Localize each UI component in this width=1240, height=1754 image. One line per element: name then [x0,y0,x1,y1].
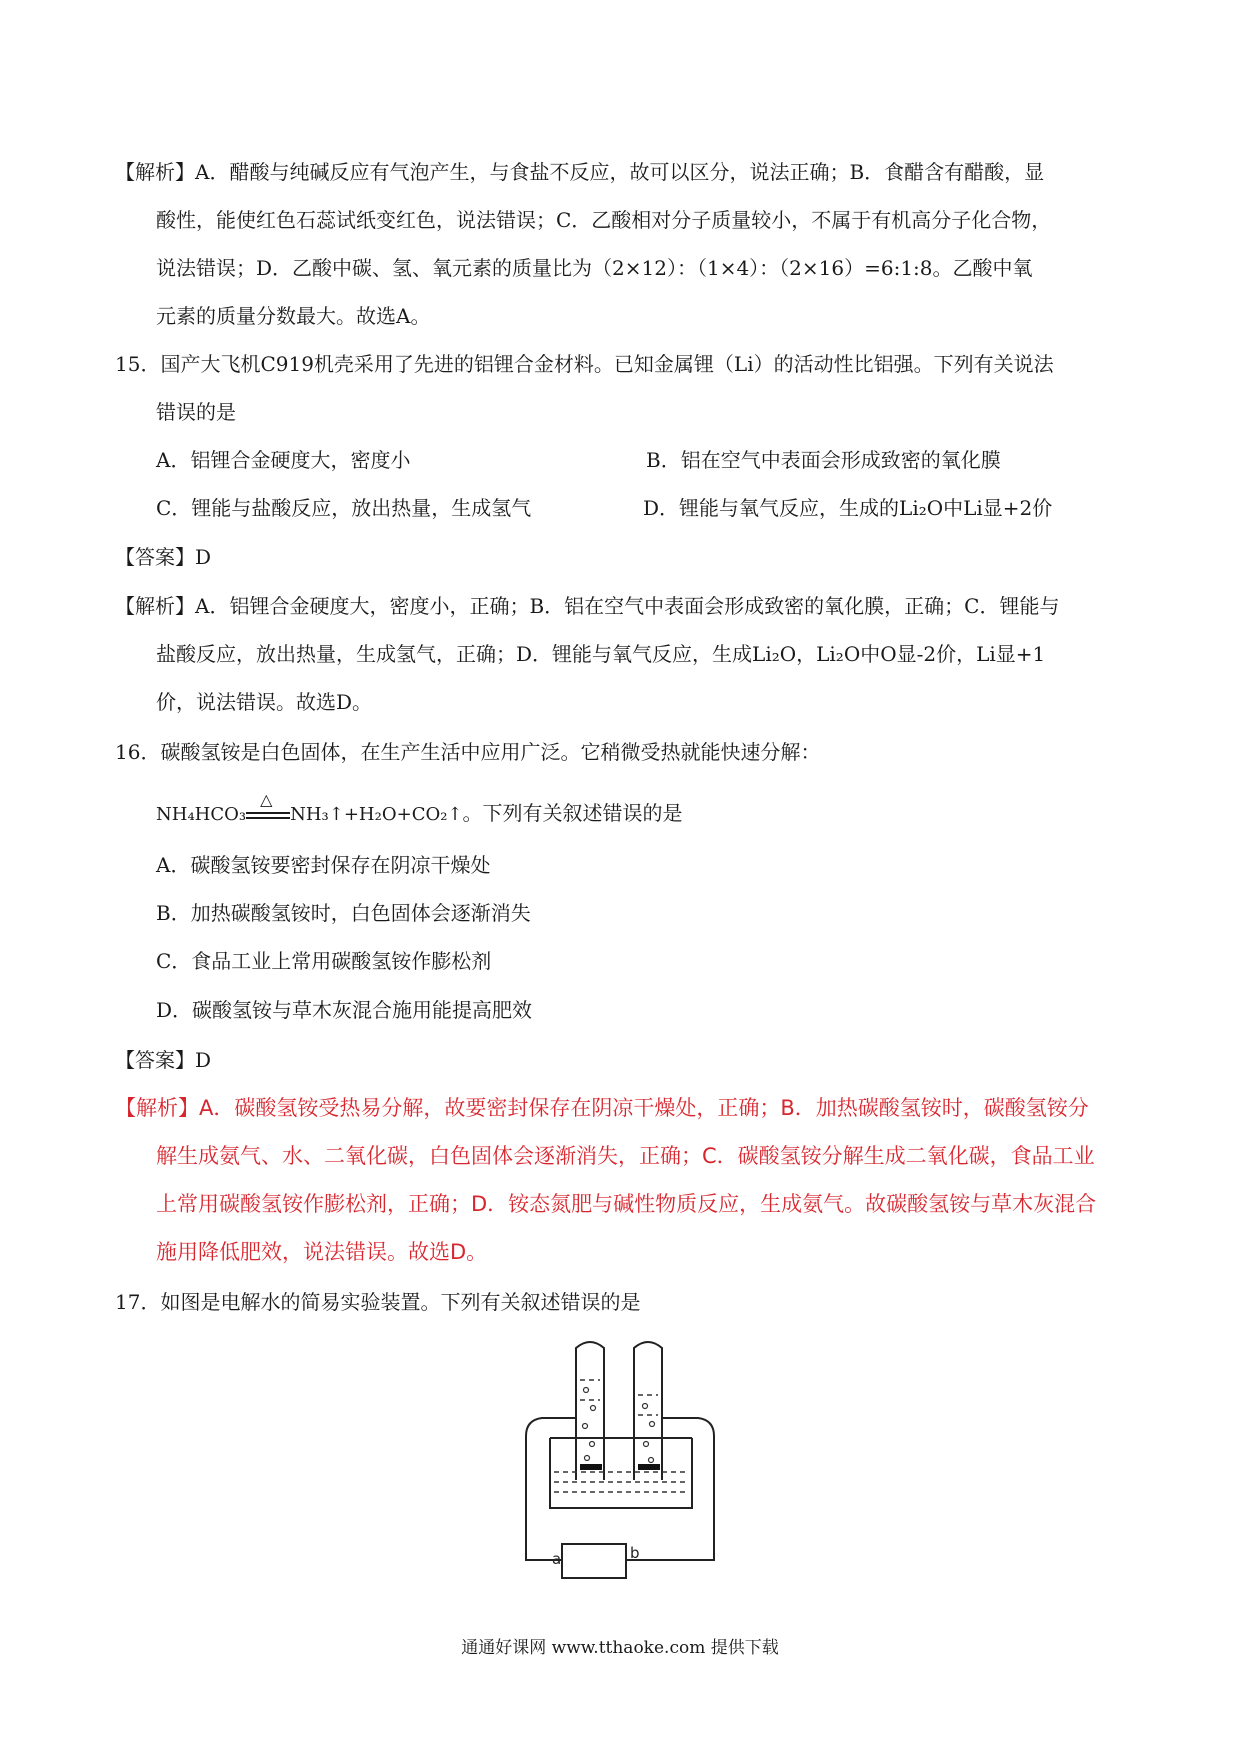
q14-analysis-line-3: 说法错误；D．乙酸中碳、氢、氧元素的质量比为（2×12）：（1×4）：（2×16）=6:1:8。乙酸中氧 [156,256,1033,280]
electrolysis-apparatus-diagram [520,1340,720,1600]
left-electrode [580,1464,602,1470]
beaker [550,1438,692,1508]
q15-option-a: A．铝锂合金硬度大，密度小 [156,448,411,472]
q17-stem: 17．如图是电解水的简易实验装置。下列有关叙述错误的是 [115,1290,641,1314]
q15-analysis-line-1: 【解析】A．铝锂合金硬度大，密度小，正确；B．铝在空气中表面会形成致密的氧化膜，正确；C．锂能与 [115,594,1060,618]
q16-option-c: C．食品工业上常用碳酸氢铵作膨松剂 [156,949,492,973]
q16-analysis-line-1: 【解析】A．碳酸氢铵受热易分解，故要密封保存在阴凉干燥处，正确；B．加热碳酸氢铵时，碳酸氢铵分 [115,1096,1089,1120]
q15-option-b: B．铝在空气中表面会形成致密的氧化膜 [646,448,1001,472]
wire-b [662,1418,714,1560]
q16-option-d: D．碳酸氢铵与草木灰混合施用能提高肥效 [156,998,533,1022]
terminal-label-b: b [630,1544,640,1562]
page-footer: 通通好课网 www.tthaoke.com 提供下载 [461,1638,779,1658]
q15-analysis-line-2: 盐酸反应，放出热量，生成氢气，正确；D．锂能与氧气反应，生成Li₂O，Li₂O中O显-2价，Li显+1 [156,642,1046,666]
left-test-tube [576,1342,604,1480]
q14-analysis-line-1: 【解析】A．醋酸与纯碱反应有气泡产生，与食盐不反应，故可以区分，说法正确；B．食醋含有醋酸，显 [115,160,1045,184]
q16-analysis-line-2: 解生成氨气、水、二氧化碳，白色固体会逐渐消失，正确；C．碳酸氢铵分解生成二氧化碳，食品工业 [156,1144,1095,1168]
q16-equation [156,790,683,827]
q15-analysis-line-3: 价，说法错误。故选D。 [156,690,373,714]
q16-option-a: A．碳酸氢铵要密封保存在阴凉干燥处 [156,853,491,877]
heat-condition-symbol: △ [260,790,273,809]
power-supply [562,1544,626,1578]
q15-stem-line-1: 15．国产大飞机C919机壳采用了先进的铝锂合金材料。已知金属锂（Li）的活动性比铝强。下列有关说法 [115,352,1054,376]
q15-option-d: D．锂能与氧气反应，生成的Li₂O中Li显+2价 [643,496,1053,520]
q16-stem-line-1: 16．碳酸氢铵是白色固体，在生产生活中应用广泛。它稍微受热就能快速分解： [115,740,821,764]
right-electrode [638,1464,660,1470]
q16-option-b: B．加热碳酸氢铵时，白色固体会逐渐消失 [156,901,531,925]
terminal-label-a: a [552,1550,562,1568]
q14-analysis-line-2: 酸性，能使红色石蕊试纸变红色，说法错误；C．乙酸相对分子质量较小，不属于有机高分子化合物， [156,208,1052,232]
q14-analysis-line-4: 元素的质量分数最大。故选A。 [156,304,431,328]
q15-option-c: C．锂能与盐酸反应，放出热量，生成氢气 [156,496,532,520]
q16-analysis-line-4: 施用降低肥效，说法错误。故选D。 [156,1240,488,1264]
q16-answer: 【答案】D [115,1048,212,1072]
q16-analysis-line-3: 上常用碳酸氢铵作膨松剂，正确；D．铵态氮肥与碱性物质反应，生成氨气。故碳酸氢铵与草木灰混合 [156,1192,1097,1216]
equation-arrow [246,790,290,822]
equation-tail: 。下列有关叙述错误的是 [462,801,683,825]
equation-reactant: NH₄HCO₃ [156,804,247,825]
q15-answer: 【答案】D [115,545,212,569]
q15-stem-line-2: 错误的是 [156,400,236,424]
equation-products: NH₃↑+H₂O+CO₂↑ [290,804,463,825]
